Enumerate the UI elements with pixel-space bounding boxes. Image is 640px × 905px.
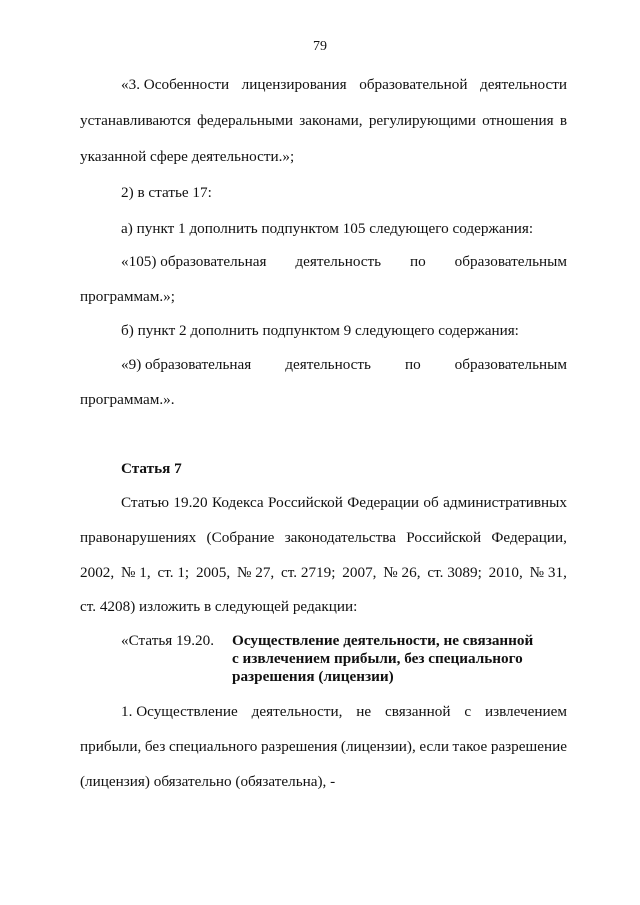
word: разрешения — [260, 738, 338, 755]
word: 1. Осуществление — [121, 703, 238, 720]
word: по — [404, 356, 421, 373]
paragraph-line: 2) в статье 17: — [121, 184, 212, 201]
article-title-line: с извлечением прибыли, без специального — [232, 650, 523, 667]
word: № 27, — [236, 564, 275, 581]
word: образовательной — [359, 76, 468, 93]
word: ст. 1; — [157, 564, 190, 581]
word: не — [356, 703, 372, 720]
paragraph-line — [121, 253, 567, 271]
paragraph-line: указанной сфере деятельности.»; — [80, 148, 295, 165]
word: № 26, — [383, 564, 421, 581]
paragraph-line — [80, 738, 567, 756]
word: «105) образовательная — [121, 253, 267, 270]
page-number: 79 — [313, 39, 327, 54]
article-title-line: Осуществление деятельности, не связанной — [232, 632, 534, 649]
paragraph-line: (лицензия) обязательно (обязательна), - — [80, 773, 336, 790]
paragraph-line — [121, 76, 567, 94]
article-heading: Статья 7 — [121, 460, 182, 477]
word: правонарушениях — [80, 529, 197, 546]
word: лицензирования — [241, 76, 347, 93]
word: прибыли, — [80, 738, 142, 755]
word: Российской — [406, 529, 482, 546]
paragraph-line: ст. 4208) изложить в следующей редакции: — [80, 598, 358, 615]
word: (Собрание — [206, 529, 275, 546]
word: связанной — [385, 703, 451, 720]
paragraph-line: б) пункт 2 дополнить подпунктом 9 следующего содержания: — [121, 322, 519, 339]
word: в — [559, 112, 567, 129]
word: 2002, — [80, 564, 115, 581]
word: федеральными — [197, 112, 293, 129]
word: об — [423, 494, 439, 511]
paragraph-line — [121, 703, 567, 721]
word: Российской — [268, 494, 343, 511]
paragraph-line — [80, 529, 567, 547]
paragraph-line: программам.». — [80, 391, 175, 408]
word: образовательным — [454, 253, 567, 270]
word: устанавливаются — [80, 112, 191, 129]
word: законодательства — [284, 529, 396, 546]
paragraph-line: программам.»; — [80, 288, 175, 305]
paragraph-line — [80, 112, 567, 130]
word: регулирующими — [368, 112, 476, 129]
word: Статью — [121, 494, 170, 511]
word: 2010, — [488, 564, 523, 581]
word: № 31, — [529, 564, 567, 581]
word: 2007, — [342, 564, 377, 581]
word: деятельность — [285, 356, 371, 373]
word: отношения — [482, 112, 554, 129]
word: образовательным — [454, 356, 567, 373]
word: если — [419, 738, 449, 755]
word: ст. 3089; — [427, 564, 482, 581]
word: деятельность — [295, 253, 382, 270]
word: специального — [168, 738, 258, 755]
word: деятельности — [480, 76, 567, 93]
article-title-line: разрешения (лицензии) — [232, 668, 394, 685]
word: Федерации, — [491, 529, 567, 546]
word: 19.20 — [173, 494, 208, 511]
paragraph-line: а) пункт 1 дополнить подпунктом 105 следующего содержания: — [121, 220, 534, 237]
word: «9) образовательная — [121, 356, 252, 373]
word: деятельности, — [251, 703, 343, 720]
article-label: «Статья 19.20. — [121, 632, 215, 649]
word: такое — [452, 738, 488, 755]
word: (лицензии), — [340, 738, 416, 755]
paragraph-line — [80, 564, 567, 582]
word: № 1, — [120, 564, 151, 581]
word: «3. Особенности — [121, 76, 230, 93]
word: без — [144, 738, 166, 755]
word: административных — [443, 494, 567, 511]
word: Кодекса — [211, 494, 264, 511]
word: 2005, — [195, 564, 231, 581]
word: по — [410, 253, 426, 270]
word: с — [464, 703, 472, 720]
word: законами, — [299, 112, 363, 129]
word: извлечением — [484, 703, 567, 720]
word: разрешение — [490, 738, 567, 755]
word: ст. 2719; — [281, 564, 336, 581]
paragraph-line — [121, 356, 567, 374]
word: Федерации — [347, 494, 420, 511]
paragraph-line — [121, 494, 567, 512]
